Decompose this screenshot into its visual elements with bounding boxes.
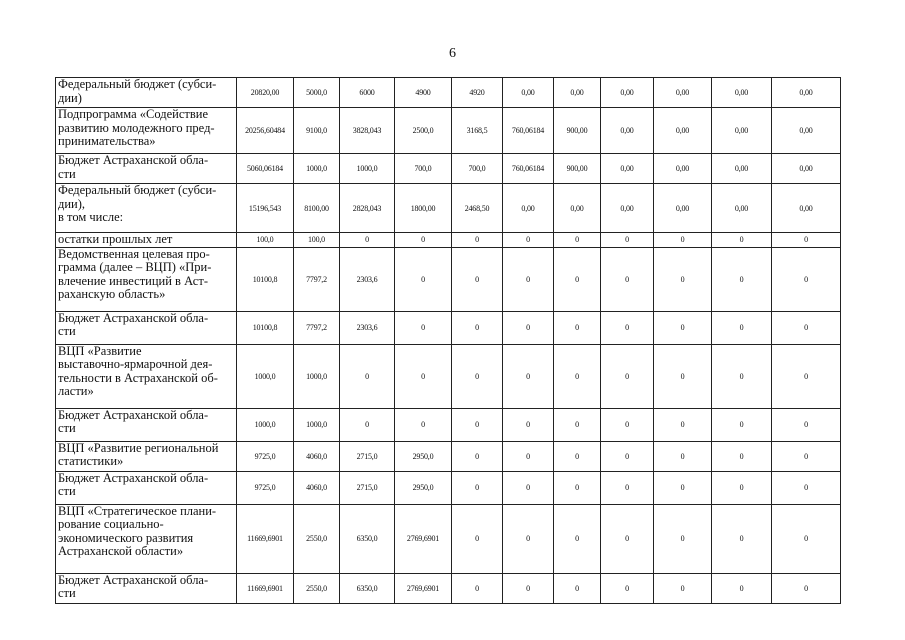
table-row <box>56 471 841 504</box>
value-cell: 9100,0 <box>294 108 340 154</box>
value-cell: 0 <box>712 573 772 603</box>
value-cell: 0 <box>772 504 841 573</box>
value-cell: 0 <box>395 408 452 441</box>
value-cell: 0 <box>503 233 554 248</box>
value-cell: 0 <box>712 344 772 408</box>
value-cell: 0 <box>554 504 601 573</box>
value-cell: 0,00 <box>772 78 841 108</box>
value-cell: 0 <box>503 504 554 573</box>
value-cell: 0 <box>554 408 601 441</box>
value-cell: 10100,8 <box>237 311 294 344</box>
row-label: Федеральный бюджет (субси- дии), в том числе: <box>56 184 237 233</box>
value-cell: 4920 <box>452 78 503 108</box>
value-cell: 0,00 <box>554 78 601 108</box>
value-cell: 0 <box>772 471 841 504</box>
value-cell: 2769,6901 <box>395 504 452 573</box>
table-row <box>56 441 841 471</box>
value-cell: 0 <box>772 441 841 471</box>
value-cell: 0 <box>395 311 452 344</box>
row-label: Бюджет Астраханской обла- сти <box>56 573 237 603</box>
value-cell: 0 <box>601 504 654 573</box>
value-cell: 0 <box>452 233 503 248</box>
table-row <box>56 108 841 154</box>
value-cell: 3168,5 <box>452 108 503 154</box>
row-label: Федеральный бюджет (субси- дии) <box>56 78 237 108</box>
value-cell: 1800,00 <box>395 184 452 233</box>
value-cell: 0 <box>654 311 712 344</box>
value-cell: 0 <box>654 233 712 248</box>
value-cell: 7797,2 <box>294 247 340 311</box>
value-cell: 0 <box>503 344 554 408</box>
value-cell: 0,00 <box>554 184 601 233</box>
value-cell: 2950,0 <box>395 471 452 504</box>
value-cell: 5060,06184 <box>237 154 294 184</box>
value-cell: 1000,0 <box>237 344 294 408</box>
value-cell: 2550,0 <box>294 573 340 603</box>
table-row <box>56 504 841 573</box>
value-cell: 900,00 <box>554 108 601 154</box>
value-cell: 2715,0 <box>340 471 395 504</box>
value-cell: 0 <box>452 344 503 408</box>
value-cell: 0 <box>712 504 772 573</box>
value-cell: 0,00 <box>654 108 712 154</box>
value-cell: 0,00 <box>654 154 712 184</box>
value-cell: 760,06184 <box>503 108 554 154</box>
row-label: Бюджет Астраханской обла- сти <box>56 471 237 504</box>
value-cell: 0 <box>452 504 503 573</box>
value-cell: 0 <box>554 233 601 248</box>
value-cell: 0,00 <box>772 154 841 184</box>
value-cell: 1000,0 <box>294 408 340 441</box>
row-label: остатки прошлых лет <box>56 233 237 248</box>
value-cell: 0,00 <box>601 78 654 108</box>
page-number: 6 <box>449 46 456 61</box>
value-cell: 0 <box>772 573 841 603</box>
value-cell: 0 <box>601 233 654 248</box>
value-cell: 0 <box>712 441 772 471</box>
value-cell: 0 <box>503 311 554 344</box>
value-cell: 0,00 <box>712 184 772 233</box>
value-cell: 0 <box>712 471 772 504</box>
value-cell: 6350,0 <box>340 573 395 603</box>
value-cell: 0 <box>554 247 601 311</box>
table-row <box>56 154 841 184</box>
value-cell: 900,00 <box>554 154 601 184</box>
value-cell: 2769,6901 <box>395 573 452 603</box>
value-cell: 0 <box>772 408 841 441</box>
value-cell: 0 <box>654 573 712 603</box>
value-cell: 0 <box>503 471 554 504</box>
value-cell: 0 <box>503 247 554 311</box>
value-cell: 2303,6 <box>340 247 395 311</box>
value-cell: 0 <box>554 573 601 603</box>
value-cell: 0,00 <box>654 184 712 233</box>
value-cell: 0 <box>712 247 772 311</box>
table-row <box>56 311 841 344</box>
value-cell: 0 <box>503 408 554 441</box>
value-cell: 0 <box>554 441 601 471</box>
value-cell: 0 <box>395 247 452 311</box>
budget-table <box>55 77 841 604</box>
row-label: ВЦП «Развитие региональной статистики» <box>56 441 237 471</box>
value-cell: 0 <box>772 311 841 344</box>
table-row <box>56 573 841 603</box>
value-cell: 0 <box>772 344 841 408</box>
value-cell: 10100,8 <box>237 247 294 311</box>
value-cell: 0,00 <box>712 108 772 154</box>
row-label: Бюджет Астраханской обла- сти <box>56 154 237 184</box>
table-row <box>56 247 841 311</box>
value-cell: 0 <box>340 408 395 441</box>
value-cell: 0,00 <box>712 154 772 184</box>
value-cell: 0,00 <box>772 184 841 233</box>
value-cell: 0 <box>712 233 772 248</box>
value-cell: 1000,0 <box>294 154 340 184</box>
value-cell: 0 <box>601 408 654 441</box>
value-cell: 700,0 <box>452 154 503 184</box>
value-cell: 2303,6 <box>340 311 395 344</box>
value-cell: 760,06184 <box>503 154 554 184</box>
value-cell: 11669,6901 <box>237 504 294 573</box>
value-cell: 0 <box>601 344 654 408</box>
value-cell: 0 <box>654 441 712 471</box>
value-cell: 0,00 <box>601 108 654 154</box>
value-cell: 0 <box>503 441 554 471</box>
value-cell: 6350,0 <box>340 504 395 573</box>
value-cell: 0 <box>601 311 654 344</box>
value-cell: 0 <box>503 573 554 603</box>
value-cell: 0 <box>601 573 654 603</box>
value-cell: 5000,0 <box>294 78 340 108</box>
value-cell: 20256,60484 <box>237 108 294 154</box>
value-cell: 0 <box>452 471 503 504</box>
table-row <box>56 408 841 441</box>
value-cell: 0,00 <box>772 108 841 154</box>
value-cell: 4060,0 <box>294 471 340 504</box>
value-cell: 0 <box>452 408 503 441</box>
value-cell: 2550,0 <box>294 504 340 573</box>
value-cell: 0 <box>601 441 654 471</box>
value-cell: 0,00 <box>503 78 554 108</box>
value-cell: 1000,0 <box>237 408 294 441</box>
row-label: Бюджет Астраханской обла- сти <box>56 311 237 344</box>
value-cell: 8100,00 <box>294 184 340 233</box>
value-cell: 2950,0 <box>395 441 452 471</box>
value-cell: 0 <box>554 471 601 504</box>
row-label: Ведомственная целевая про- грамма (далее – ВЦП) «При- влечение инвестиций в Аст- раханскую область» <box>56 247 237 311</box>
value-cell: 0 <box>452 441 503 471</box>
value-cell: 0 <box>654 471 712 504</box>
value-cell: 0 <box>601 471 654 504</box>
value-cell: 0 <box>772 247 841 311</box>
value-cell: 0 <box>452 247 503 311</box>
table-row <box>56 184 841 233</box>
row-label: ВЦП «Стратегическое плани- рование социально- экономического развития Астраханской области» <box>56 504 237 573</box>
value-cell: 0,00 <box>712 78 772 108</box>
value-cell: 2500,0 <box>395 108 452 154</box>
value-cell: 0 <box>452 573 503 603</box>
value-cell: 0 <box>340 233 395 248</box>
value-cell: 0 <box>654 247 712 311</box>
value-cell: 0,00 <box>654 78 712 108</box>
value-cell: 3828,043 <box>340 108 395 154</box>
value-cell: 0 <box>712 408 772 441</box>
value-cell: 0 <box>340 344 395 408</box>
value-cell: 0,00 <box>601 184 654 233</box>
value-cell: 4900 <box>395 78 452 108</box>
value-cell: 2828,043 <box>340 184 395 233</box>
value-cell: 6000 <box>340 78 395 108</box>
value-cell: 0 <box>712 311 772 344</box>
value-cell: 20820,00 <box>237 78 294 108</box>
value-cell: 700,0 <box>395 154 452 184</box>
value-cell: 4060,0 <box>294 441 340 471</box>
value-cell: 0,00 <box>503 184 554 233</box>
value-cell: 9725,0 <box>237 471 294 504</box>
value-cell: 7797,2 <box>294 311 340 344</box>
value-cell: 0 <box>554 344 601 408</box>
value-cell: 2715,0 <box>340 441 395 471</box>
value-cell: 0 <box>654 504 712 573</box>
row-label: ВЦП «Развитие выставочно-ярмарочной дея- тельности в Астраханской об- ласти» <box>56 344 237 408</box>
value-cell: 9725,0 <box>237 441 294 471</box>
value-cell: 0 <box>452 311 503 344</box>
table-row <box>56 344 841 408</box>
row-label: Бюджет Астраханской обла- сти <box>56 408 237 441</box>
table-row <box>56 233 841 248</box>
table-row <box>56 78 841 108</box>
value-cell: 2468,50 <box>452 184 503 233</box>
value-cell: 1000,0 <box>294 344 340 408</box>
value-cell: 11669,6901 <box>237 573 294 603</box>
value-cell: 0 <box>654 344 712 408</box>
value-cell: 15196,543 <box>237 184 294 233</box>
row-label: Подпрограмма «Содействие развитию молодежного пред- принимательства» <box>56 108 237 154</box>
value-cell: 1000,0 <box>340 154 395 184</box>
value-cell: 100,0 <box>237 233 294 248</box>
value-cell: 0 <box>395 344 452 408</box>
value-cell: 0 <box>395 233 452 248</box>
value-cell: 0,00 <box>601 154 654 184</box>
value-cell: 0 <box>601 247 654 311</box>
value-cell: 100,0 <box>294 233 340 248</box>
value-cell: 0 <box>554 311 601 344</box>
value-cell: 0 <box>654 408 712 441</box>
value-cell: 0 <box>772 233 841 248</box>
